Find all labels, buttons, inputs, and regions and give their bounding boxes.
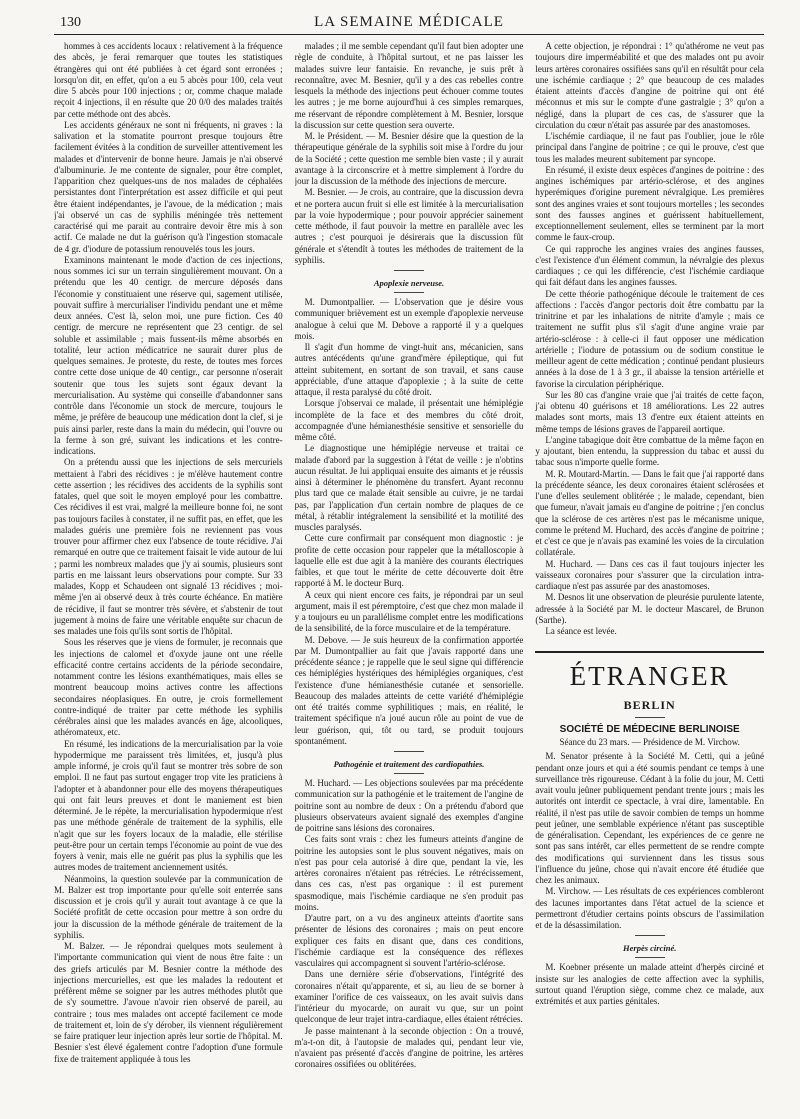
paragraph: M. le Président. — M. Besnier désire que la question de la thérapeutique générale de la syphilis soit mise à l'ordre du jour de la Société ; cette question me semble bien vaste ; il y aurait avantage à la circonscrire et à mettre simplement à l'ordre du jour la discussion de la méthode des injections de mercure.: [294, 131, 524, 186]
page-number: 130: [60, 15, 81, 30]
paragraph: M. Desnos lit une observation de pleurésie purulente latente, adressée à la Société par M. le docteur Mascarel, de Brunon (Sarthe).: [535, 592, 765, 625]
paragraph: L'angine tabagique doit être combattue de la même façon en y ajoutant, bien entendu, la suppression du tabac et aussi du tabac sous n'importe quelle forme.: [535, 434, 765, 468]
paragraph: Ces faits sont vrais : chez les fumeurs atteints d'angine de poitrine les autopsies sont le plus souvent négatives, mais on n'est pas pour cela autorisé à dire que, pendant la vie, les artères coronaires n'étaient pas rétrécies. Le rétrécissement, dans ces cas, n'est pas organique : il est purement spasmodique, mais l'ischémie cardiaque ne s'en produit pas moins.: [294, 834, 524, 912]
seance-line: Séance du 23 mars. — Présidence de M. Virchow.: [559, 737, 740, 748]
section-heading-apoplexie: Apoplexie nerveuse.: [373, 278, 445, 288]
divider: [394, 751, 424, 752]
paragraph: M. Debove. — Je suis heureux de la confirmation apportée par M. Dumontpallier au fait que j'avais rapporté dans une précédente séance ; je rappelle que le seul signe qui différencie ces hémiplégies hystériques des hémiplégies organiques, c'est l'existence d'une hémianesthésie cutanée et sensorielle. Beaucoup des malades atteints de cette variété d'hémiplégie ont été traités comme syphilitiques ; mais, en réalité, le traitement spécifique n'a joué aucun rôle au point de vue de leur guérison, qui, tôt ou tard, se produit toujours spontanément.: [294, 634, 524, 746]
paragraph: De cette théorie pathogénique découle le traitement de ces affections : l'accès d'angor pectoris doit être combattu par la trinitrine et par les inhalations de nitrite d'amyle ; mais ce traitement ne suffit plus s'il s'agit d'une angine vraie par artério-sclérose : à celle-ci il faut opposer une médication artérielle ; l'iodure de potassium ou de sodium constitue le meilleur agent de cette médication ; continué pendant plusieurs années à la dose de 1 à 3 gr., il abaisse la tension artérielle et favorise la circulation périphérique.: [535, 288, 765, 389]
divider: [394, 270, 424, 271]
paragraph: Examinons maintenant le mode d'action de ces injections, nous sommes ici sur un terrain singulièrement mouvant. On a prétendu que les 40 centigr. de mercure déposés dans l'économie y constituaient une réserve qui, sagement utilisée, pouvait suffire à mercurialiser l'individu pendant une et même deux années. C'est là, selon moi, une pure fiction. Ces 40 centigr. de mercure ne représentent que 23 centigr. de sel soluble et assimilable ; mais fussent-ils même absorbés en totalité, leur action médicatrice ne saurait durer plus de quelques semaines. Je proteste, du reste, de toutes mes forces contre cette dose unique de 40 centigr., car personne n'oserait soutenir que tous les sujets sont égaux devant la mercurialisation. Au système qui conseille d'abandonner sans contrôle dans l'économie un stock de mercure, toujours le même, je préfère de beaucoup une médication dont la clef, si je puis ainsi parler, reste dans la main du médecin, qui l'ouvre ou la ferme à son gré, suivant les indications et les contre-indications.: [54, 254, 283, 456]
paragraph: Le diagnostique une hémiplégie nerveuse et traitai ce malade d'abord par la suggestion à l'état de veille : je n'obtins aucun résultat. Je lui appliquai ensuite des aimants et je réussis ainsi à déterminer le phénomène du transfert. Ayant reconnu plus tard que ce malade était sensible au cuivre, je ne tardai pas, par l'application d'un certain nombre de plaques de ce métal, à rétablir intégralement la sensibilité et la motilité des muscles paralysés.: [294, 443, 524, 532]
paragraph: On a prétendu aussi que les injections de sels mercuriels mettaient à l'abri des récidives : je m'élève hautement contre cette assertion ; les récidives des accidents de la syphilis sont fatales, quel que soit le moyen employé pour les combattre. Ces récidives il est vrai, malgré la meilleure bonne foi, ne sont pas toujours faciles à constater, il ne suffit pas, en effet, que les malades guéris une première fois ne reviennent pas vous trouver pour affirmer chez eux l'absence de toute récidive. J'ai remarqué en outre que ce traitement faisait le vide autour de lui ; parmi les nombreux malades que j'y ai soumis, plusieurs sont partis en me laissant leurs observations pour compte. Sur 33 malades, Kopp et Schaudeen ont signalé 13 récidives ; moi-même j'en ai observé deux à très courte échéance. En matière de récidive, il faut se montrer très sévère, et s'abstenir de tout jugement à moins de faire une véritable enquête sur chacun de ses malades une fois qu'ils sont sortis de l'hôpital.: [54, 457, 283, 636]
section-heading-berlin: BERLIN: [623, 698, 676, 713]
divider: [635, 717, 665, 718]
paragraph: Les accidents généraux ne sont ni fréquents, ni graves : la salivation et la stomatite pourront presque toujours être facilement évitées à la condition de surveiller attentivement les malades et d'intervenir de bonne heure. Jamais je n'ai observé d'albuminurie. Je me contente de signaler, pour être complet, l'apparition chez quelques-uns de nos malades de céphalées persistantes dont l'interprétation est assez difficile et qui peut être étaient indépendantes, je l'avoue, de la médication ; mais j'ai observé un cas de syphilis méningée très nettement caractérisé qui me parait au contraire devoir être mis à son actif. Ce malade ne dut la guérison qu'à l'ingestion stomacale de 4 gr. d'iodure de potassium renouvelés tous les jours.: [54, 119, 283, 254]
paragraph: D'autre part, on a vu des angineux atteints d'aortite sans présenter de lésions des coronaires ; mais on peut encore expliquer ces faits en disant que, dans ces conditions, l'ischémie cardiaque est la conséquence des réflexes vasculaires qui accompagnent si souvent l'artério-sclérose.: [294, 913, 524, 968]
paragraph: En résumé, il existe deux espèces d'angines de poitrine : des angines ischémiques par artério-sclérose, et des angines hyperémiques d'origine purement névralgique. Les premières sont des angines vraies et sont toujours mortelles ; les secondes sont des fausses angines et guérissent habituellement, exceptionnellement seulement, elles se terminent par la mort comme le faux-croup.: [535, 164, 765, 243]
paragraph: malades ; il me semble cependant qu'il faut bien adopter une règle de conduite, à l'hôpital surtout, et ne pas laisser les malades suivre leur fantaisie. En revanche, je suis prêt à reconnaître, avec M. Besnier, qu'il y a des cas rebelles contre lesquels la méthode des injections peut échouer comme toutes les autres ; je me borne aujourd'hui à ces simples remarques, me réservant de répondre complètement à M. Besnier, lorsque la discussion sur cette question sera ouverte.: [294, 41, 524, 130]
paragraph: Sous les réserves que je viens de formuler, je reconnais que les injections de calomel et d'oxyde jaune ont une réelle efficacité contre certains accidents de la période secondaire, notamment contre les lésions exanthématiques, mais elles se montrent beaucoup moins actives contre les affections secondaires néoplasiques. En outre, je crois formellement contre-indiqué de traiter par cette méthode les syphilis cérébrales ainsi que les malades avancés en âge, alcooliques, athéromateux, etc.: [54, 637, 283, 738]
paragraph: Ce qui rapproche les angines vraies des angines fausses, c'est l'existence d'un élément commun, la névralgie des plexus cardiaques ; ce qui les différencie, c'est l'ischémie cardiaque qui fait défaut dans les angines fausses.: [535, 243, 765, 288]
paragraph: Il s'agit d'un homme de vingt-huit ans, mécanicien, sans autres antécédents qu'une grand'mère épileptique, qui fut atteint subitement, en sortant de son travail, et sans cause appréciable, d'une attaque d'apoplexie ; à la suite de cette attaque, il resta paralysé du côté droit.: [294, 342, 524, 397]
section-heading-herpes: Herpès circiné.: [623, 943, 677, 954]
society-title: SOCIÉTÉ DE MÉDECINE BERLINOISE: [559, 724, 740, 736]
divider: [394, 773, 424, 774]
divider: [635, 957, 665, 958]
paragraph: Néanmoins, la question soulevée par la communication de M. Balzer est trop importante pour qu'elle soit enterrée sans discussion et je crois qu'il y aurait tout avantage à ce que la Société profitât de cette occasion pour mettre à son ordre du jour la discussion de la méthode générale de traitement de la syphilis.: [54, 873, 283, 940]
paragraph: M. Besnier. — Je crois, au contraire, que la discussion devra et ne portera aucun fruit si elle est limitée à la mercurialisation par la voie hypodermique ; pour pouvoir apprécier sainement cette méthode, il faut pouvoir la mettre en parallèle avec les autres ; c'est pourquoi je désirerais que la discussion fût générale et s'étendît à toutes les méthodes de traitement de la syphilis.: [294, 187, 524, 265]
paragraph: Lorsque j'observai ce malade, il présentait une hémiplégie incomplète de la face et des membres du côté droit, accompagnée d'une hémianesthésie sensitive et sensorielle du même côté.: [294, 398, 524, 442]
column-3: [535, 41, 764, 1111]
paragraph: M. Huchard. — Dans ces cas il faut toujours injecter les vaisseaux coronaires pour s'assurer que la circulation intra-cardiaque n'est pas assurée par des anastomoses.: [535, 558, 765, 591]
page-header: [54, 12, 764, 35]
divider: [635, 935, 665, 936]
paragraph: A cette objection, je répondrai : 1° qu'athérome ne veut pas toujours dire imperméabilité et que des malades ont pu avoir leurs artères coronaires ossifiées sans qu'il en résultât pour cela une ischémie cardiaque ; 2° que beaucoup de ces malades étaient atteints d'accès d'angine de poitrine qui ont été méconnus et mis sur le compte d'une gastralgie ; 3° qu'on a négligé, dans la plupart de ces cas, de s'assurer que la circulation du cœur n'était pas assurée par des anastomoses.: [535, 41, 765, 130]
paragraph: La séance est levée.: [545, 626, 617, 636]
paragraph: M. Koebner présente un malade atteint d'herpès circiné et insiste sur les analogies de cette affection avec la syphilis, surtout quand l'éruption siège, comme chez ce malade, aux extrémités et aux parties génitales.: [535, 962, 765, 1006]
column-2: [295, 41, 524, 1111]
paragraph: M. R. Moutard-Martin. — Dans le fait que j'ai rapporté dans la précédente séance, les deux coronaires étaient sclérosées et l'une d'elles seulement oblitérée ; le malade, cependant, bien que fumeur, n'avait jamais eu d'angine de poitrine ; j'en conclus que la sclérose de ces artères n'est pas le mécanisme unique, comme le prétend M. Huchard, des accès d'angine de poitrine ; et c'est ce que je n'avais pas examiné les voies de la circulation collatérale.: [535, 468, 765, 558]
paragraph: L'ischémie cardiaque, il ne faut pas l'oublier, joue le rôle principal dans l'angine de poitrine ; ce qui le prouve, c'est que tous les malades meurent subitement par syncope.: [535, 131, 765, 164]
paragraph: Sur les 80 cas d'angine vraie que j'ai traités de cette façon, j'ai obtenu 40 guérisons et 18 améliorations. Les 22 autres malades sont morts, mais 13 d'entre eux étaient atteints en même temps de lésions graves de l'appareil aortique.: [535, 389, 765, 434]
journal-title: LA SEMAINE MÉDICALE: [314, 14, 504, 30]
paragraph: Je passe maintenant à la seconde objection : On a trouvé, m'a-t-on dit, à l'autopsie de malades qui, pendant leur vie, n'avaient pas présenté d'accès d'angine de poitrine, les artères coronaires ossifiées ou oblitérées.: [294, 1025, 524, 1070]
section-heading-pathogenie: Pathogénie et traitement des cardiopathies.: [333, 759, 485, 769]
paragraph: M. Huchard. — Les objections soulevées par ma précédente communication sur la pathogénie et le traitement de l'angine de poitrine sont au nombre de deux : On a prétendu d'abord que plusieurs observateurs avaient signalé des exemples d'angine de poitrine sans lésions des coronaires.: [294, 778, 524, 833]
divider: [394, 292, 424, 293]
paragraph: Dans une dernière série d'observations, l'intégrité des coronaires n'était qu'apparente, et si, au lieu de se borner à examiner l'orifice de ces vaisseaux, on les avait suivis dans l'intérieur du myocarde, on aurait vu que, sur un point quelconque de leur trajet intra-cardiaque, elles étaient rétrécies.: [294, 969, 524, 1025]
paragraph: M. Dumontpallier. — L'observation que je désire vous communiquer brièvement est un exemple d'apoplexie nerveuse analogue à celui que M. Debove a rapporté il y a quelques mois.: [294, 297, 524, 341]
paragraph: M. Virchow. — Les résultats de ces expériences combleront des lacunes importantes dans l'état actuel de la science et permettront d'étudier certains points obscurs de l'assimilation et de la désassimilation.: [535, 886, 765, 930]
paragraph: M. Senator présente à la Société M. Cetti, qui a jeûné pendant onze jours et qui a été soumis pendant ce temps à une surveillance très rigoureuse. Cédant à la folie du jour, M. Cetti avait voulu jeûner publiquement pendant trente jours ; mais les autorités ont interdit ce spectacle, à vrai dire, lamentable. En réalité, il n'est pas utile de savoir combien de temps un homme peut jeûner, une semblable expérience n'étant pas susceptible de généralisation. Cependant, les expériences de ce genre ne sont pas sans intérêt, car elles permettent de se rendre compte des modifications qui surviennent dans les tissus sous l'influence du jeûne, chose qui n'avait encore été étudiée que chez les animaux.: [535, 751, 765, 885]
paragraph: En résumé, les indications de la mercurialisation par la voie hypodermique me paraissent très limitées, et, jusqu'à plus ample informé, je crois qu'il faut se montrer très sobre de son emploi. Il ne faut pas surtout engager trop vite les praticiens à l'adopter et à abandonner pour elle des moyens thérapeutiques qui ont fait leurs preuves et dont le maniement est bien déterminé. Je le répète, la mercurialisation hypodermique n'est pas une méthode générale de traitement de la syphilis, elle n'agit que sur les foyers locaux de la maladie, elle stérilise peut-être pour un certain temps l'économie au point de vue des foyers à venir, mais elle ne guérit pas plus la syphilis que les autres modes de traitement anciennement usités.: [54, 738, 283, 873]
paragraph: hommes à ces accidents locaux : relativement à la fréquence des abcès, je ferai remarquer que toutes les statistiques étrangères qui ont été publiées à cet égard sont erronées ; lorsqu'on dit, en effet, qu'on a eu 5 abcès pour 100, cela veut dire 5 abcès pour 100 injections ; or, comme chaque malade reçoit 4 injections, il en résulte que 20 0/0 des malades traités par cette méthode ont des abcès.: [54, 41, 283, 119]
paragraph: Cette cure confirmait par conséquent mon diagnostic : je profite de cette occasion pour rappeler que la métalloscopie à laquelle elle est due agit à la manière des courants électriques faibles, et que tout le mérite de cette découverte doit être rapporté à M. le docteur Burq.: [294, 533, 524, 589]
paragraph: A ceux qui nient encore ces faits, je répondrai par un seul argument, mais il est péremptoire, c'est que chez mon malade il y a toujours eu un parallélisme complet entre les modifications de la sensibilité, de la force musculaire et de la température.: [294, 589, 524, 634]
section-heading-etranger: ÉTRANGER: [535, 651, 764, 692]
paragraph: M. Balzer. — Je répondrai quelques mots seulement à l'importante communication qui vient de nous être faite : un des griefs articulés par M. Besnier contre la méthode des injections mercurielles, est que les malades la redoutent et préfèrent même se soigner par les autres méthodes plutôt que de s'y soumettre. J'avoue n'avoir rien observé de pareil, au contraire ; tous mes malades ont accepté facilement ce mode de traitement et, loin de s'y dérober, ils viennent régulièrement se faire pratiquer leur injection après leur sortie de l'hôpital. M. Besnier s'est élevé également contre l'adoption d'une formule fixe de traitement appliquée à tous les: [54, 941, 283, 1064]
columns: [54, 41, 764, 1111]
column-1: [54, 41, 283, 1111]
